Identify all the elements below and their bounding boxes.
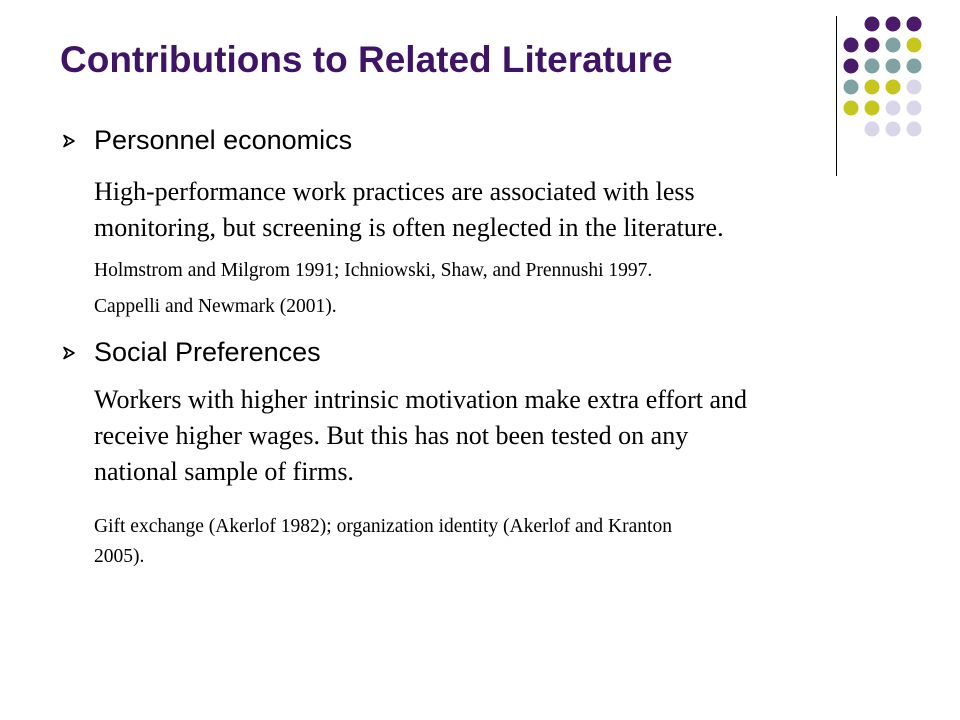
citation-line: Holmstrom and Milgrom 1991; Ichniowski, Shaw, and Prennushi 1997. [94, 260, 653, 281]
decorative-dot [865, 101, 880, 116]
arrow-bullet-icon [62, 134, 76, 148]
decorative-dot [886, 101, 901, 116]
body-line: receive higher wages. But this has not been tested on any [94, 421, 689, 450]
decorative-dot [865, 80, 880, 95]
citation-line: Cappelli and Newmark (2001). [94, 296, 337, 317]
slide-title: Contributions to Related Literature [60, 39, 673, 80]
decorative-dot [907, 101, 922, 116]
decorative-dot [886, 38, 901, 53]
decorative-dot [907, 122, 922, 137]
decorative-dot [907, 59, 922, 74]
citation-line: Gift exchange (Akerlof 1982); organization identity (Akerlof and Kranton [94, 516, 672, 537]
section-citations [94, 258, 652, 320]
citation-line: 2005). [94, 546, 145, 567]
section-body [94, 382, 747, 490]
decorative-dot [865, 59, 880, 74]
section-personnel-economics [62, 125, 352, 156]
section-heading: Personnel economics [94, 125, 353, 155]
decorative-dot [886, 17, 901, 32]
decorative-dot [844, 59, 859, 74]
decorative-dot [886, 122, 901, 137]
decorative-dot [886, 59, 901, 74]
decorative-dot [886, 80, 901, 95]
arrow-bullet-icon [62, 346, 76, 360]
body-line: High-performance work practices are associated with less [94, 177, 695, 206]
section-body [94, 174, 724, 246]
decorative-dot [865, 38, 880, 53]
decorative-dot [844, 80, 859, 95]
decorative-dot [844, 101, 859, 116]
decorative-dot [865, 122, 880, 137]
section-citations [94, 514, 672, 570]
body-line: Workers with higher intrinsic motivation make extra effort and [94, 385, 748, 414]
decorative-dot [844, 38, 859, 53]
section-social-preferences [62, 337, 321, 368]
body-line: national sample of firms. [94, 457, 354, 486]
section-heading: Social Preferences [94, 337, 321, 367]
decorative-dot [865, 17, 880, 32]
decorative-dot [907, 80, 922, 95]
decorative-dot [907, 38, 922, 53]
decorative-dot [907, 17, 922, 32]
body-line: monitoring, but screening is often neglected in the literature. [94, 213, 724, 242]
